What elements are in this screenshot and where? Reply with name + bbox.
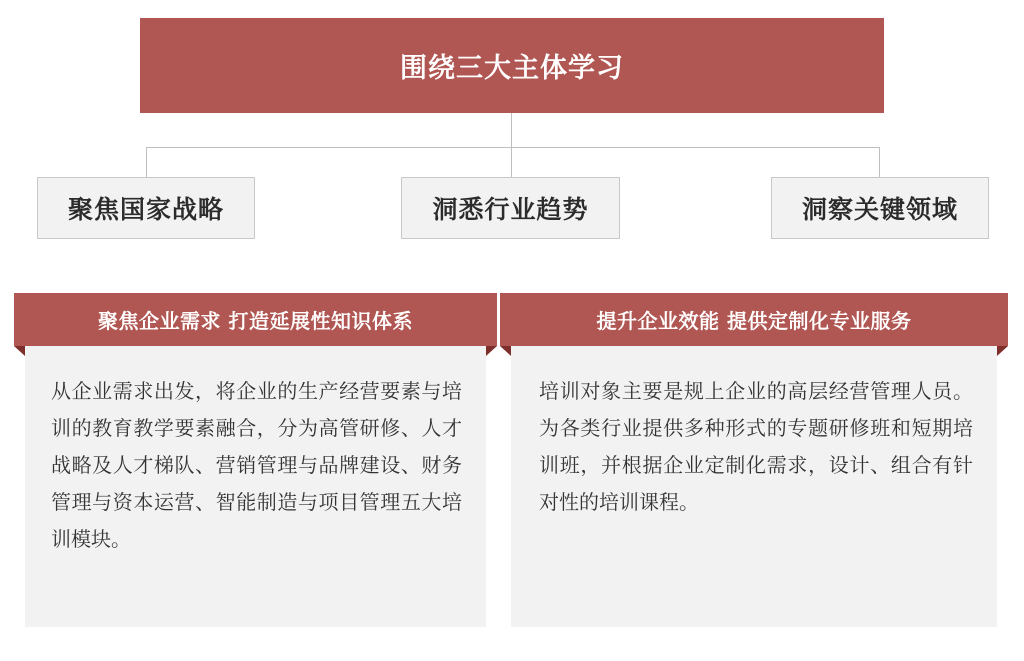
card-header: 提升企业效能 提供定制化专业服务 [500, 293, 1008, 346]
header-fold-left [14, 346, 25, 356]
header-fold-left [500, 346, 511, 356]
pillar-key-fields: 洞察关键领域 [771, 177, 989, 239]
card-body-text: 从企业需求出发，将企业的生产经营要素与培训的教育教学要素融合，分为高管研修、人才战略及人才梯队、营销管理与品牌建设、财务管理与资本运营、智能制造与项目管理五大培训模块。 [25, 346, 486, 627]
card-body-text: 培训对象主要是规上企业的高层经营管理人员。为各类行业提供多种形式的专题研修班和短期培训班，并根据企业定制化需求，设计、组合有针对性的培训课程。 [511, 346, 997, 627]
diagram-title: 围绕三大主体学习 [140, 18, 884, 113]
pillar-industry-trends: 洞悉行业趋势 [401, 177, 620, 239]
header-fold-right [486, 346, 497, 356]
connector-title-stem [511, 113, 512, 147]
connector-right-drop [879, 147, 880, 177]
pillar-national-strategy: 聚焦国家战略 [37, 177, 255, 239]
card-header: 聚焦企业需求 打造延展性知识体系 [14, 293, 497, 346]
connector-horizontal [146, 147, 880, 148]
header-fold-right [997, 346, 1008, 356]
connector-left-drop [146, 147, 147, 177]
connector-middle-drop [511, 147, 512, 177]
